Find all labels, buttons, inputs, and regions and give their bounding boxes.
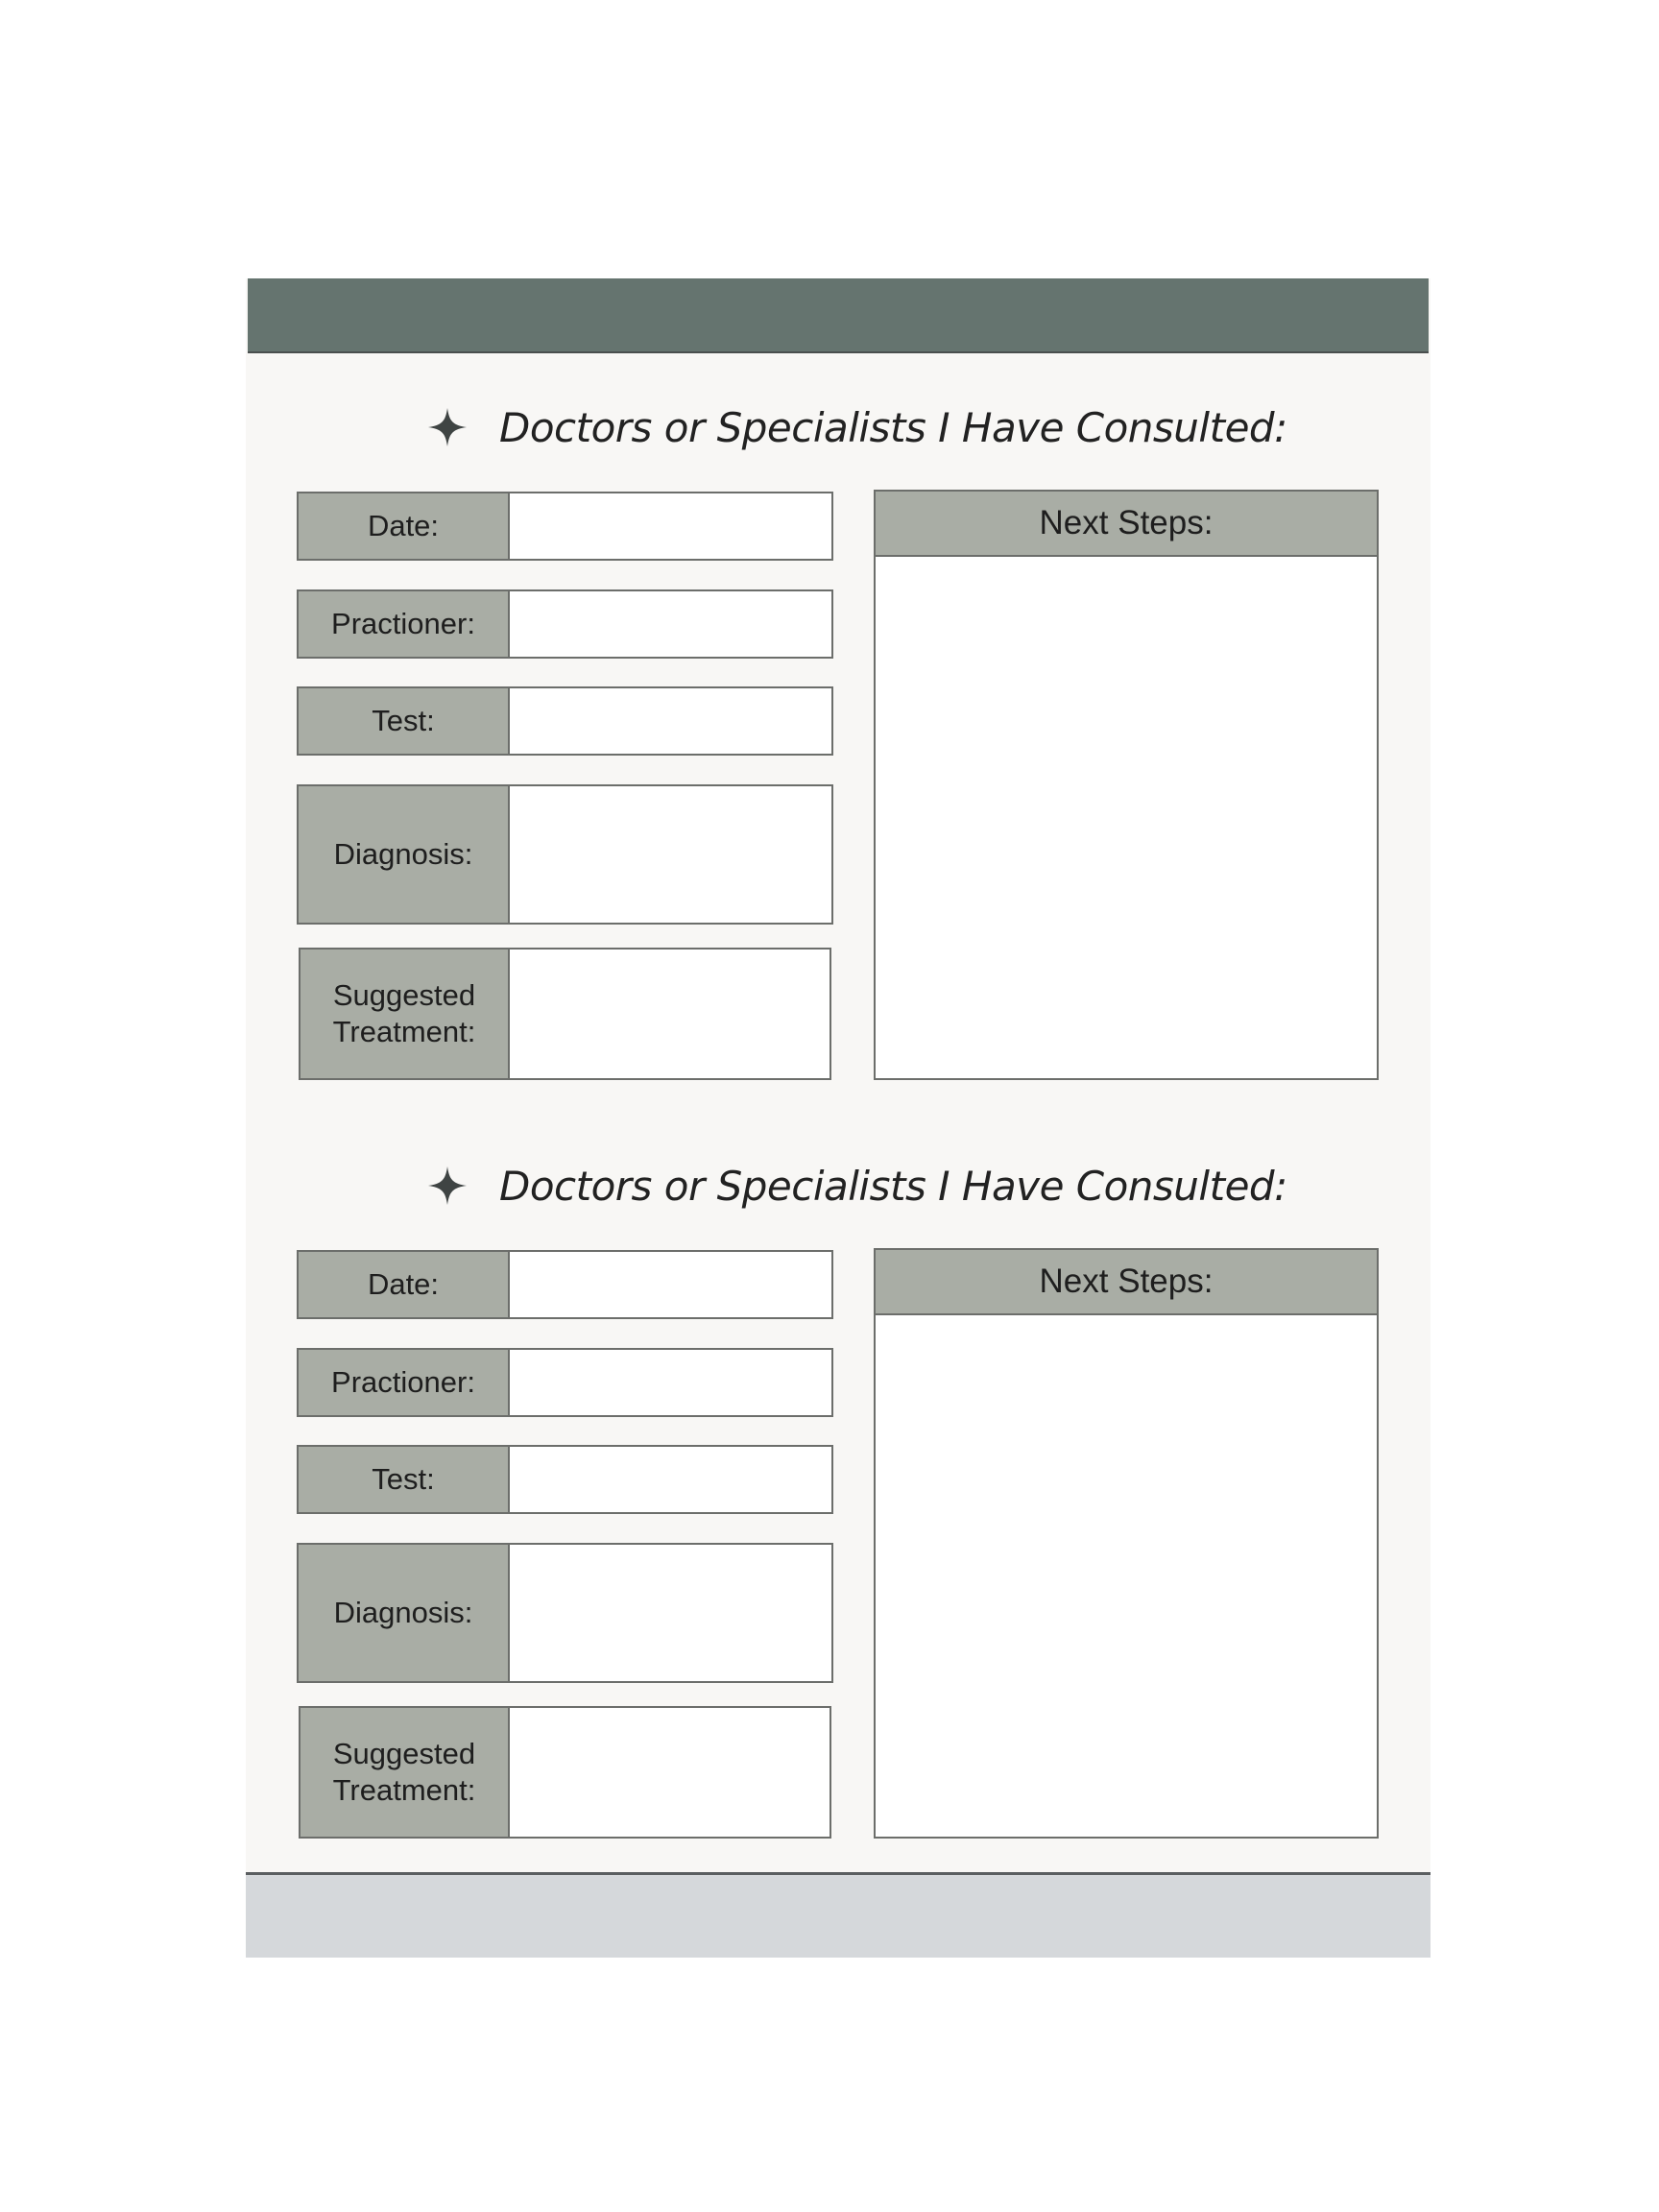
practitioner-field[interactable] xyxy=(510,589,833,659)
diagnosis-label: Diagnosis: xyxy=(297,784,510,925)
date-row-2 xyxy=(297,1250,833,1319)
practitioner-label: Practioner: xyxy=(297,589,510,659)
section-title-2 xyxy=(428,1157,1292,1214)
diagnosis-field[interactable] xyxy=(510,784,833,925)
diagnosis-label: Diagnosis: xyxy=(297,1543,510,1683)
treatment-label-line-2: Treatment: xyxy=(332,1773,476,1807)
treatment-label xyxy=(299,948,510,1080)
test-label: Test: xyxy=(297,1445,510,1514)
test-label: Test: xyxy=(297,686,510,756)
four-point-star-icon xyxy=(428,408,467,446)
treatment-label-line-2: Treatment: xyxy=(332,1015,476,1048)
test-row-1 xyxy=(297,686,833,756)
treatment-label xyxy=(299,1706,510,1839)
section-title-text: Doctors or Specialists I Have Consulted: xyxy=(499,1162,1287,1210)
test-field[interactable] xyxy=(510,686,833,756)
practitioner-row-1 xyxy=(297,589,833,659)
diagnosis-row-2 xyxy=(297,1543,833,1683)
treatment-field[interactable] xyxy=(510,948,831,1080)
four-point-star-icon xyxy=(428,1166,467,1205)
treatment-field[interactable] xyxy=(510,1706,831,1839)
section-title-1 xyxy=(428,398,1292,456)
next-steps-box-2 xyxy=(874,1248,1379,1839)
date-row-1 xyxy=(297,492,833,561)
practitioner-row-2 xyxy=(297,1348,833,1417)
treatment-label-line-1: Suggested xyxy=(332,1737,476,1770)
next-steps-field[interactable] xyxy=(876,1315,1377,1837)
diagnosis-row-1 xyxy=(297,784,833,925)
date-label: Date: xyxy=(297,492,510,561)
next-steps-header: Next Steps: xyxy=(876,492,1377,557)
test-field[interactable] xyxy=(510,1445,833,1514)
date-field[interactable] xyxy=(510,1250,833,1319)
next-steps-header: Next Steps: xyxy=(876,1250,1377,1315)
next-steps-field[interactable] xyxy=(876,557,1377,1078)
practitioner-field[interactable] xyxy=(510,1348,833,1417)
practitioner-label: Practioner: xyxy=(297,1348,510,1417)
test-row-2 xyxy=(297,1445,833,1514)
footer-band xyxy=(246,1872,1431,1958)
form-page xyxy=(246,278,1431,1955)
treatment-label-line-1: Suggested xyxy=(332,978,476,1012)
date-field[interactable] xyxy=(510,492,833,561)
next-steps-box-1 xyxy=(874,490,1379,1080)
header-band xyxy=(248,278,1429,353)
treatment-row-2 xyxy=(299,1706,831,1839)
date-label: Date: xyxy=(297,1250,510,1319)
diagnosis-field[interactable] xyxy=(510,1543,833,1683)
treatment-row-1 xyxy=(299,948,831,1080)
section-title-text: Doctors or Specialists I Have Consulted: xyxy=(499,403,1287,451)
